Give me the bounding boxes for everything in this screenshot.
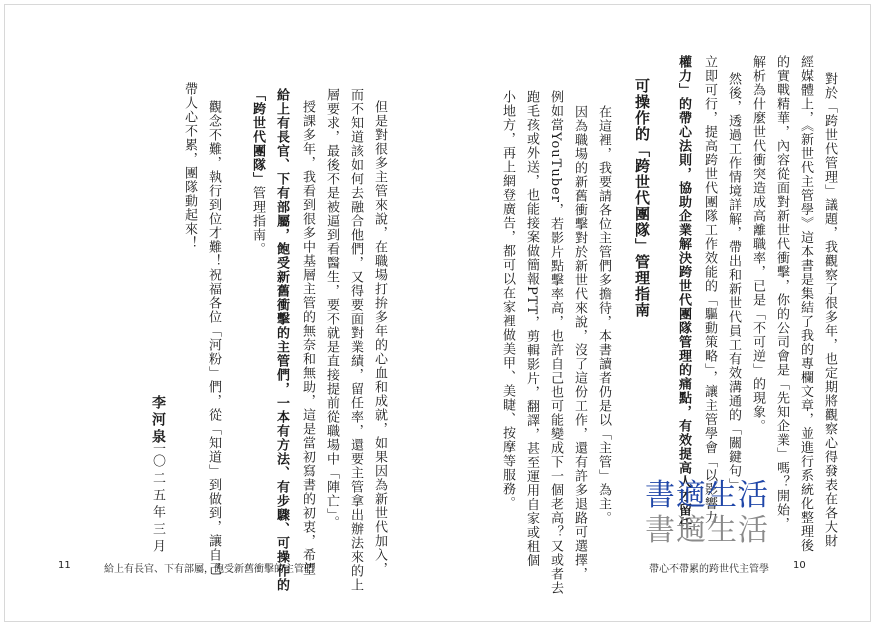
left-p2-line1: 授課多年，我看到很多中基層主管的無奈和無助，這是當初寫書的初衷，希望 <box>300 100 315 576</box>
right-p2-line2: 立即可行，提高跨世代團隊工作效能的「驅動策略」，讓主管學會「以影響力 <box>702 55 717 525</box>
right-page-number: 10 <box>793 560 806 571</box>
left-p1-line2: 而不知道該如何去融合他們，又得要面對業績，留任率，還要主管拿出辦法來的上 <box>348 88 363 592</box>
right-p1-line2: 經媒體上，《新世代主管學》這本書是集結了我的專欄文章，並進行系統化整理後 <box>798 55 813 553</box>
right-p3-line3: 例如當YouTuber，若影片點擊率高，也許自己也可能變成下一個老高？又或者去 <box>548 90 563 595</box>
section-heading: 可操作的「跨世代團隊」管理指南 <box>633 78 651 318</box>
bold-suffix: 管理指南。 <box>250 186 265 256</box>
right-p1-line3: 的實戰精華，內容從面對新世代衝擊，你的公司會是「先知企業」嗎？開始， <box>774 55 789 531</box>
left-p3-line2: 帶人心不累，團隊動起來！ <box>182 82 197 250</box>
right-p3-line4: 跑毛孩或外送，也能接案做簡報PTT，剪輯影片，翻譯，甚至運用自家或租個 <box>524 90 539 568</box>
left-bold-line: 給上有長官、下有部屬，飽受新舊衝擊的主管們，一本有方法、有步驟、可操作的 <box>274 88 289 592</box>
right-p2-line1: 然後，透過工作情境詳解，帶出和新世代員工有效溝通的「關鍵句」， <box>726 72 741 500</box>
left-running-title: 給上有長官、下有部屬，飽受新舊衝擊的主管們 <box>104 564 314 575</box>
right-running-title: 帶心不帶累的跨世代主管學 <box>649 564 769 575</box>
right-p1-line4: 解析為什麼世代衝突造成高離職率，已是「不可逆」的現象。 <box>750 55 765 433</box>
left-bold-line2 <box>248 88 267 256</box>
right-p2-line3: 權力」的帶心法則，協助企業解決跨世代團隊管理的痛點，有效提高人才留任 <box>676 55 691 531</box>
right-p3-line1: 在這裡，我要請各位主管們多擔待，本書讀者仍是以「主管」為主。 <box>596 105 611 525</box>
right-p1-line1: 對於「跨世代管理」議題，我觀察了很多年，也定期將觀察心得發表在各大財 <box>822 72 837 548</box>
signature-date: 二〇二五年三月 <box>150 437 165 556</box>
left-page-number: 11 <box>58 560 71 571</box>
author-name: 李河泉 <box>150 395 166 446</box>
left-p1-line3: 層要求，最後不是被逼到看醫生，要不就是直接提前從職場中「陣亡」。 <box>324 88 339 530</box>
left-p1-line1: 但是對很多主管來說，在職場打拚多年的心血和成就，如果因為新世代加入， <box>372 100 387 576</box>
right-p3-line5: 小地方，再上網登廣告，都可以在家裡做美甲、美睫、按摩等服務。 <box>500 90 515 510</box>
left-p3-line1: 觀念不難，執行到位才難！祝福各位「河粉」們，從「知道」到做到，讓自己 <box>206 100 221 576</box>
bold-prefix: 「跨世代團隊」 <box>250 88 265 186</box>
watermark-line1: 書適生活 <box>645 478 769 513</box>
watermark-line2: 書適生活 <box>645 513 769 548</box>
right-p3-line2: 因為職場的新舊衝擊對於新世代來說，沒了這份工作，還有許多退路可選擇， <box>572 105 587 581</box>
